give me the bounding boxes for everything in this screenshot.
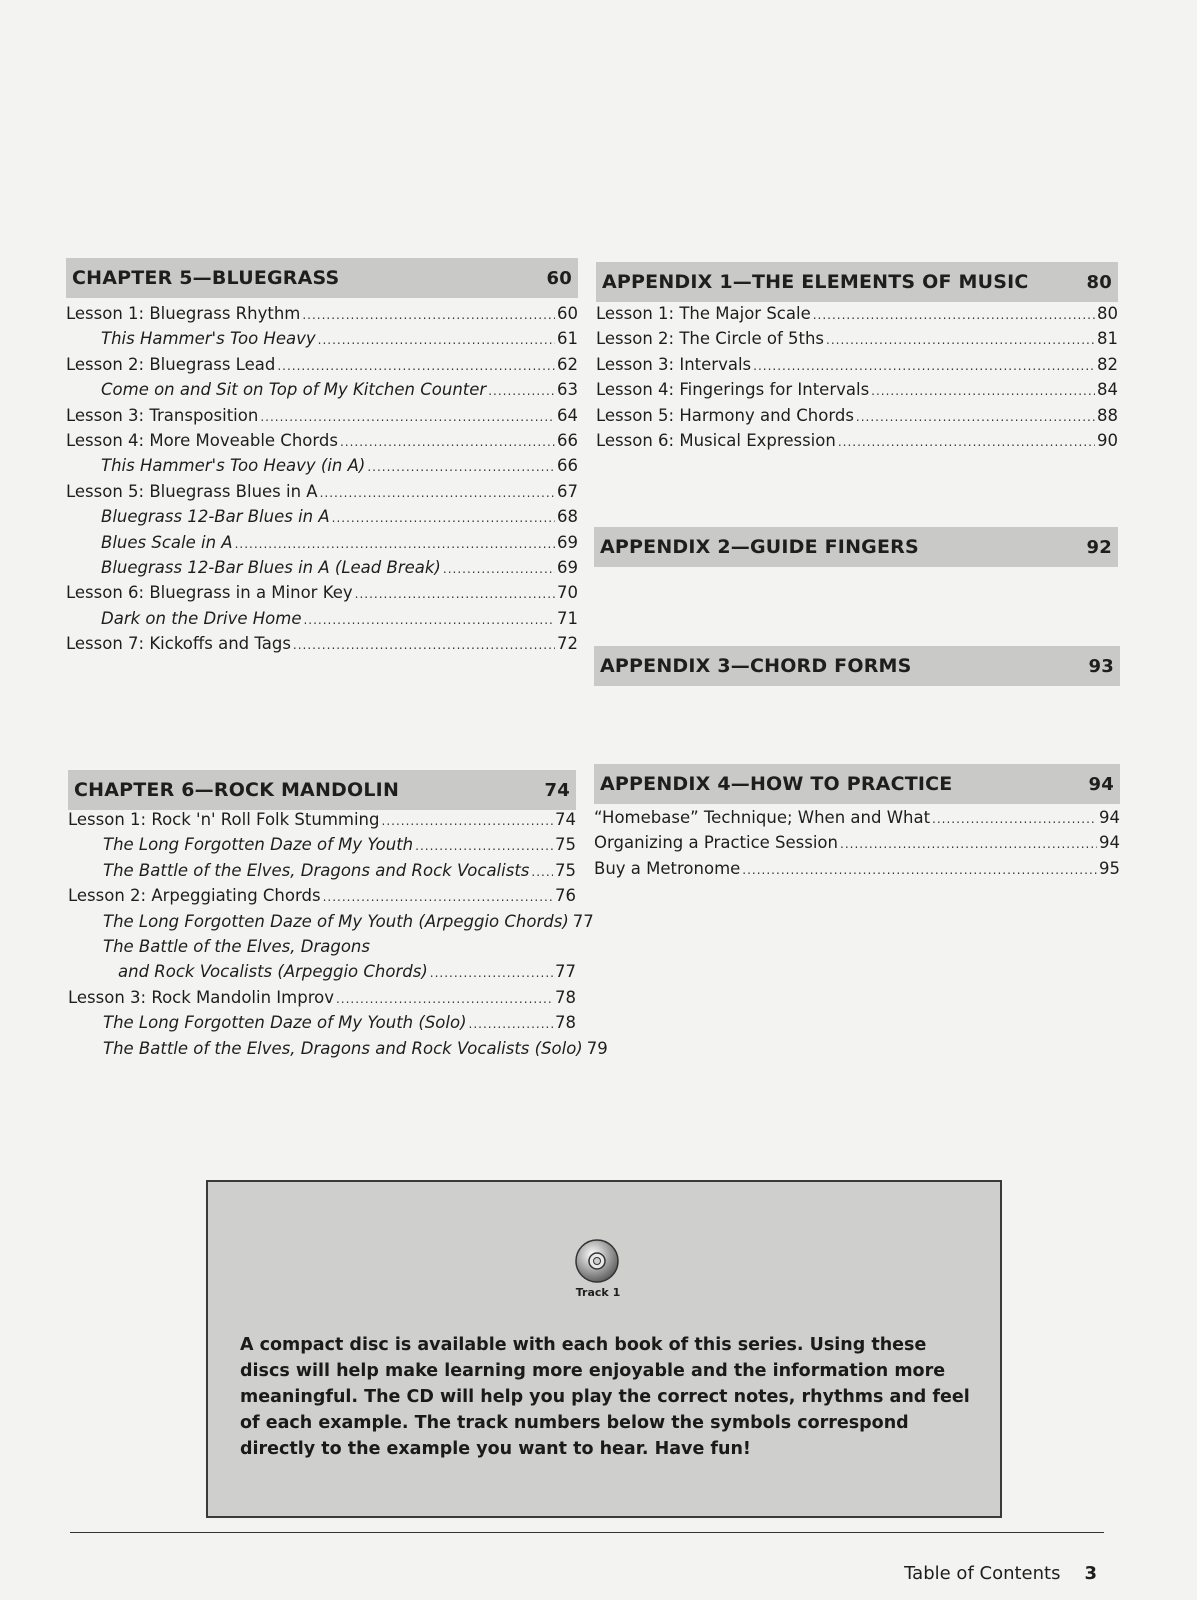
appendix-4-page: 94 [1088,773,1114,795]
appendix-1-heading [596,262,1118,302]
appendix-4-heading [594,764,1120,804]
appendix-3-title: APPENDIX 3—CHORD FORMS [600,655,912,677]
appendix-1-page: 80 [1086,271,1112,293]
toc-entry[interactable]: Lesson 4: More Moveable Chords ..... 66 [66,431,578,456]
toc-entry[interactable]: Organizing a Practice Session ..... 94 [594,833,1120,858]
toc-entry[interactable]: Lesson 3: Rock Mandolin Improv ..... 78 [68,988,576,1013]
appendix-2-page: 92 [1086,536,1112,558]
toc-entry[interactable]: Buy a Metronome ..... 95 [594,859,1120,884]
toc-entry[interactable]: The Long Forgotten Daze of My Youth (Arpeggio Chords) 77 [103,911,594,931]
appendix-4-title: APPENDIX 4—HOW TO PRACTICE [600,773,953,795]
chapter-6-section [68,770,608,1064]
chapter-6-title: CHAPTER 6—ROCK MANDOLIN [74,779,400,801]
toc-entry[interactable]: Lesson 6: Musical Expression ..... 90 [596,431,1118,456]
toc-entry[interactable]: Lesson 3: Transposition ..... 64 [66,406,578,431]
toc-entry[interactable]: The Battle of the Elves, Dragons [103,936,370,956]
toc-entry[interactable]: and Rock Vocalists (Arpeggio Chords) ..... 77 [68,962,576,987]
toc-entry[interactable]: Lesson 2: Arpeggiating Chords ..... 76 [68,886,576,911]
footer-divider [70,1532,1104,1533]
appendix-4-section [594,764,1120,884]
toc-entry[interactable]: The Long Forgotten Daze of My Youth ..... 75 [68,835,576,860]
toc-entry[interactable]: Lesson 2: The Circle of 5ths ..... 81 [596,329,1118,354]
toc-entry[interactable]: Dark on the Drive Home ..... 71 [66,609,578,634]
appendix-1-entries [596,304,1118,456]
toc-entry[interactable]: Bluegrass 12-Bar Blues in A (Lead Break) ..... 69 [66,558,578,583]
toc-entry[interactable]: Come on and Sit on Top of My Kitchen Counter ..... 63 [66,380,578,405]
toc-entry[interactable]: Lesson 7: Kickoffs and Tags ..... 72 [66,634,578,659]
toc-entry[interactable]: This Hammer's Too Heavy (in A) ..... 66 [66,456,578,481]
page-footer [904,1563,1097,1584]
toc-entry[interactable]: The Battle of the Elves, Dragons and Rock Vocalists ..... 75 [68,861,576,886]
chapter-5-entries [66,304,578,659]
toc-entry[interactable]: Lesson 5: Bluegrass Blues in A ..... 67 [66,482,578,507]
chapter-5-section [66,258,578,659]
chapter-5-title: CHAPTER 5—BLUEGRASS [72,267,340,289]
footer-label: Table of Contents [904,1563,1061,1584]
page-number: 3 [1084,1563,1097,1584]
track-label: Track 1 [575,1286,621,1299]
toc-entry[interactable]: The Long Forgotten Daze of My Youth (Solo) ..... 78 [68,1013,576,1038]
chapter-6-entries [68,810,608,1064]
toc-entry[interactable]: Lesson 1: Rock 'n' Roll Folk Stumming ..... 74 [68,810,576,835]
chapter-5-heading [66,258,578,298]
toc-entry[interactable]: Lesson 5: Harmony and Chords ..... 88 [596,406,1118,431]
toc-entry[interactable]: Lesson 4: Fingerings for Intervals ..... 84 [596,380,1118,405]
cd-description: A compact disc is available with each book of this series. Using these discs will help make learning more enjoyable and the information more meaningful. The CD will help you play the correct notes, rhythms and feel of each example. The track numbers below the symbols correspond directly to the example you want to hear. Have fun! [240,1335,970,1459]
toc-entry[interactable]: This Hammer's Too Heavy ..... 61 [66,329,578,354]
toc-entry[interactable]: “Homebase” Technique; When and What ..... 94 [594,808,1120,833]
toc-entry[interactable]: Blues Scale in A ..... 69 [66,533,578,558]
toc-entry[interactable]: Lesson 2: Bluegrass Lead ..... 62 [66,355,578,380]
cd-info-box [206,1180,1002,1518]
toc-entry[interactable]: Lesson 3: Intervals ..... 82 [596,355,1118,380]
toc-entry[interactable]: Bluegrass 12-Bar Blues in A ..... 68 [66,507,578,532]
appendix-2-section [594,527,1118,567]
appendix-4-entries [594,808,1120,884]
compact-disc-icon [574,1238,620,1284]
appendix-2-heading [594,527,1118,567]
chapter-5-page: 60 [546,267,572,289]
toc-entry[interactable]: Lesson 1: The Major Scale ..... 80 [596,304,1118,329]
chapter-6-heading [68,770,576,810]
chapter-6-page: 74 [544,779,570,801]
toc-entry[interactable]: The Battle of the Elves, Dragons and Rock Vocalists (Solo) 79 [103,1038,608,1058]
appendix-3-page: 93 [1088,655,1114,677]
appendix-3-heading [594,646,1120,686]
appendix-2-title: APPENDIX 2—GUIDE FINGERS [600,536,919,558]
appendix-3-section [594,646,1120,686]
toc-entry[interactable]: Lesson 6: Bluegrass in a Minor Key ..... 70 [66,583,578,608]
appendix-1-title: APPENDIX 1—THE ELEMENTS OF MUSIC [602,271,1029,293]
toc-entry[interactable]: Lesson 1: Bluegrass Rhythm ..... 60 [66,304,578,329]
appendix-1-section [596,262,1118,456]
